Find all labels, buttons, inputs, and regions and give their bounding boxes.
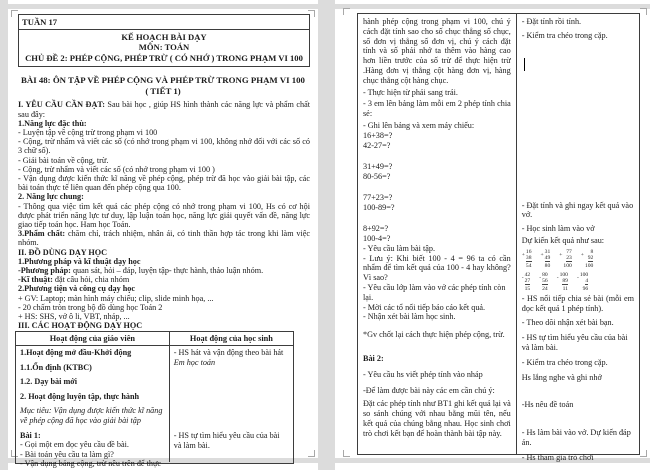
lesson-plan-header-table [18,14,310,67]
next-page-edge [335,463,650,470]
topic-title: CHỦ ĐỀ 2: PHÉP CỘNG, PHÉP TRỪ ( CÓ NHỚ ) TRONG PHẠM VI 100 [25,52,303,63]
objective-note: Mục tiêu: Vận dụng được kiến thức kĩ năng về phép cộng đã học vào giải bài tập [20,406,163,425]
teacher-column-header: Hoạt động của giáo viên [16,332,170,345]
paragraph: - Theo dõi nhận xét bài bạn. [521,318,614,328]
margin-mark [343,450,350,457]
paragraph: I. YÊU CẦU CẦN ĐẠT: Sau bài học , giúp HS hình thành các năng lực và phẩm chất sau đây: [18,100,310,119]
vertical-calc: + 31 49 80 [540,248,551,269]
vertical-calc: - 80 56 24 [539,271,548,292]
vertical-calc: + 16 38 54 [521,248,532,269]
paragraph: - Đặt tính và ghi ngay kết quả vào vở. [521,200,634,220]
margin-mark [308,450,315,457]
paragraph: - Vận dụng bảng cộng, trừ nêu trên để thực [20,459,162,469]
vertical-calc: - 100 89 11 [556,271,568,292]
paragraph: - Kiểm tra chéo trong cặp. [521,30,608,40]
paragraph: Đặt các phép tính như BT1 ghi kết quả lại và so sánh chúng với nhau bằng mũi tên, nếu kết quả của chúng bằng nhau. Học sinh chơi trò chơi kết bạn để hoàn thành bài tập này. [363,399,511,438]
equation: 80-56=? [363,171,391,181]
activities-table-continued [357,13,640,462]
paragraph: - Giải bài toán về cộng, trừ. [18,155,109,165]
student-activities-cell [517,14,639,462]
margin-mark [640,8,647,15]
activities-table-header [16,332,293,346]
paragraph: hành phép cộng trong phạm vi 100, chú ý cách đặt tính sao cho số chục thẳng số chục, số đơn vị thẳng số đơn vị, chú ý cách đặt tính và số phải nhớ ta thêm vào hàng cao hơn liền trước của số trừ để thực hiện trừ .Hàng đơn vị thẳng cột hàng đơn vị, hàng chục thẳng cột hàng chục. [363,17,511,85]
teacher-note: *Gv chốt lại cách thực hiện phép cộng, trừ. [363,330,505,340]
paragraph: - Lưu ý: Khi biết 100 - 4 = 96 ta có cần nhẩm để tìm kết quả của 100 - 4 hay không? Vì sao? [363,253,511,283]
paragraph: - HS hát và vận động theo bài hát Em học toán [173,348,284,367]
activity-heading: 1.2. Dạy bài mới [20,377,78,387]
activity-heading: 1.1.Ổn định (KTBC) [20,362,92,372]
paragraph: - 3 em lên bảng làm mỗi em 2 phép tính chia sẻ: [363,99,511,119]
paragraph: - Thực hiện từ phải sang trái. [363,87,458,97]
paragraph: Dự kiến kết quả như sau: [521,235,605,245]
equation: 16+38=? [363,130,393,140]
paragraph: - Đặt tính rồi tính. [521,17,582,26]
paragraph: + GV: Laptop; màn hình máy chiếu; clip, slide minh họa, ... [18,293,214,303]
teacher-activities-cell [358,14,517,454]
subject-title: MÔN: TOÁN [138,42,190,53]
paragraph: - HS tự tìm hiểu yêu cầu của bài và làm bài. [521,333,628,352]
equation: 77+23=? [363,192,393,202]
activities-table [15,331,294,469]
paragraph: - Hs làm bài vào vở. Dự kiến đáp án. [521,428,631,447]
paragraph: 3.Phẩm chất: chăm chỉ, trách nhiệm, nhân ái, có tinh thần hợp tác trong khi làm việc nhóm. [18,229,311,248]
section-heading: 2.Phương tiện và công cụ dạy học [18,284,136,294]
document-page-left[interactable] [8,9,318,469]
equation: 8+92=? [363,223,389,233]
margin-mark [11,10,18,17]
paragraph: - Nhận xét bài làm học sinh. [363,312,456,322]
equation: 100-89=? [363,202,395,212]
section-heading: II. ĐỒ DÙNG DẠY HỌC [18,247,108,257]
paragraph: - Học sinh làm vào vở [521,224,595,234]
section-heading: 1.Năng lực đặc thù: [18,118,87,128]
paragraph: - Ghi lên bảng và xem máy chiếu: [363,120,475,130]
paragraph: - Mời các tổ nối tiếp báo cáo kết quả. [363,302,486,312]
paragraph: - Yêu cầu làm bài tập. [363,243,435,253]
vertical-calc: + 77 23 100 [559,248,572,269]
text-cursor [524,58,526,71]
paragraph: -Phương pháp: quan sát, hỏi – đáp, luyện tập- thực hành, thảo luận nhóm. [18,266,264,276]
student-column-header: Hoạt động của học sinh [189,334,273,343]
equation: 100-4=? [363,233,391,243]
equation: 31+49=? [363,161,393,171]
student-activities-cell [170,346,293,462]
lesson-title-line2: ( TIẾT 1) [145,85,181,96]
paragraph: - HS nối tiếp chia sẻ bài (mỗi em đọc kết quả 1 phép tính). [521,293,634,313]
paragraph: - 20 chấm tròn trong bộ đồ dùng học Toán 2 [18,302,163,312]
paragraph: - Hs tham gia trò chơi [521,452,594,462]
plan-title: KẾ HOẠCH BÀI DẠY [121,32,207,42]
week-label: TUẦN 17 [19,15,309,30]
lesson-body [18,100,310,330]
paragraph: + HS: SHS, vở ô li, VBT, nháp, ... [18,312,130,322]
paragraph: - Kiểm tra chéo trong cặp. [521,357,608,367]
exercise-heading: Bài 2: [363,353,384,363]
margin-mark [640,450,647,457]
lesson-title-line1: BÀI 48: ÔN TẬP VỀ PHÉP CỘNG VÀ PHÉP TRỪ TRONG PHẠM VI 100 [21,75,305,86]
teacher-activities-cell [16,346,170,469]
section-heading: III. CÁC HOẠT ĐỘNG DẠY HỌC [18,321,143,331]
section-heading: 1.Phương pháp và kĩ thuật dạy học [18,256,141,266]
paragraph: - Cộng, trừ nhẩm và viết các số (có nhớ trong phạm vi 100, không nhớ đối với các số có 3 chữ số). [18,137,310,156]
vertical-calc: - 42 27 15 [521,271,531,292]
paragraph: - Gọi một em đọc yêu cầu đề bài. [20,440,129,450]
activity-heading: 1.Hoạt động mở đầu-Khởi động [20,348,132,357]
equation: 42-27=? [363,140,391,150]
paragraph: - Yêu cầu lớp làm vào vở các phép tính còn lại. [363,282,506,302]
paragraph: - Cộng, trừ nhẩm và viết các số (có nhớ trong phạm vi 100 ) [18,164,215,174]
margin-mark [308,10,315,17]
predicted-results [522,249,634,292]
previous-page-edge [8,0,318,4]
section-heading: 2. Năng lực chung: [18,192,84,202]
paragraph: - Yêu cầu hs viết phép tính vào nháp [363,369,483,379]
paragraph: - Bài toán yêu cầu ta làm gì? [20,449,114,459]
paragraph: -Để làm được bài này các em cần chú ý: [363,385,495,395]
paragraph: - Vận dụng được kiến thức kĩ năng về phép cộng, phép trừ đã học vào giải bài tập, các bài toán thực tế liên quan đến phép cộng qua 100. [18,174,310,193]
paragraph: - Thông qua việc tìm kết quả các phép cộng có nhớ trong phạm vi 100, Hs có cơ hội được phát triển năng lực tư duy, lập luận toán học, năng lực giải quyết vấn đề, năng lực giao tiếp toán học. Ham học Toán. [18,201,310,230]
exercise-heading: Bài 1: [20,430,41,440]
paragraph: Hs lắng nghe và ghi nhớ [521,372,602,382]
paragraph: -Hs nêu đề toán [521,400,574,410]
previous-page-edge [335,0,650,4]
activity-heading: 2. Hoạt động luyện tập, thực hành [20,391,140,401]
margin-mark [343,8,350,15]
vertical-calc: - 100 4 96 [576,271,589,292]
document-page-right[interactable] [335,9,650,462]
paragraph: -Kĩ thuật: đặt câu hỏi, chia nhóm [18,275,130,285]
paragraph: - HS tự tìm hiểu yêu cầu của bài và làm bài. [173,431,280,450]
paragraph: - Luyện tập về cộng trừ trong phạm vi 100 [18,128,158,138]
vertical-calc: + 8 92 100 [580,248,594,269]
